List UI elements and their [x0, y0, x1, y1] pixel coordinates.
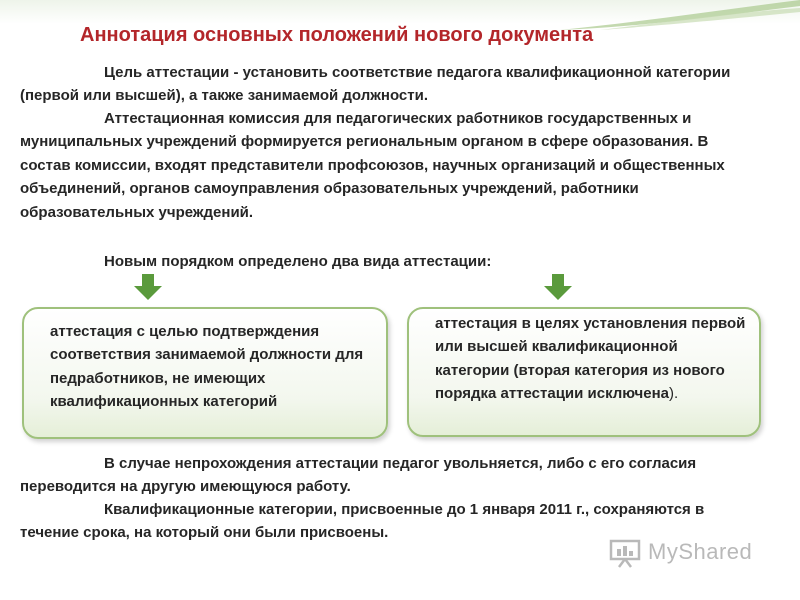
goal-paragraph: Цель аттестации - установить соответствие педагога квалификационной категории (первой или высшей), а также занимаемой должности. — [20, 64, 731, 105]
watermark-logo — [608, 536, 768, 572]
attestation-type-right-main: аттестация в целях установления первой или высшей квалификационной категории (вторая категория из нового порядка аттестации исключена — [435, 315, 746, 403]
page-title: Аннотация основных положений нового документа — [80, 24, 594, 46]
arrow-down-icon — [134, 274, 162, 300]
attestation-type-box-right — [407, 307, 761, 437]
presentation-board-icon — [608, 538, 642, 568]
attestation-type-box-left — [22, 307, 388, 439]
attestation-type-right-text — [435, 312, 755, 406]
types-intro-paragraph: Новым порядком определено два вида аттестации: — [104, 253, 492, 270]
attestation-type-left-text: аттестация с целью подтверждения соответствия занимаемой должности для педработников, не имеющих квалификационных категорий — [50, 323, 364, 411]
categories-validity-paragraph: Квалификационные категории, присвоенные до 1 января 2011 г., сохраняются в течение срока, на который они были присвоены. — [20, 501, 705, 542]
arrow-down-icon — [544, 274, 572, 300]
attestation-type-right-tail: ). — [669, 385, 679, 403]
watermark-text: MyShared — [648, 539, 753, 564]
commission-paragraph: Аттестационная комиссия для педагогических работников государственных и муниципальных учреждений формируется региональным органом в сфере образования. В состав комиссии, входят представители профсоюзов, научных организаций и общественных объединений, органов самоуправления образовательных учреждений, работники образовательных учреждений. — [20, 110, 725, 221]
failure-paragraph: В случае непрохождения аттестации педагог увольняется, либо с его согласия переводится на другую имеющуюся работу. — [20, 455, 697, 496]
